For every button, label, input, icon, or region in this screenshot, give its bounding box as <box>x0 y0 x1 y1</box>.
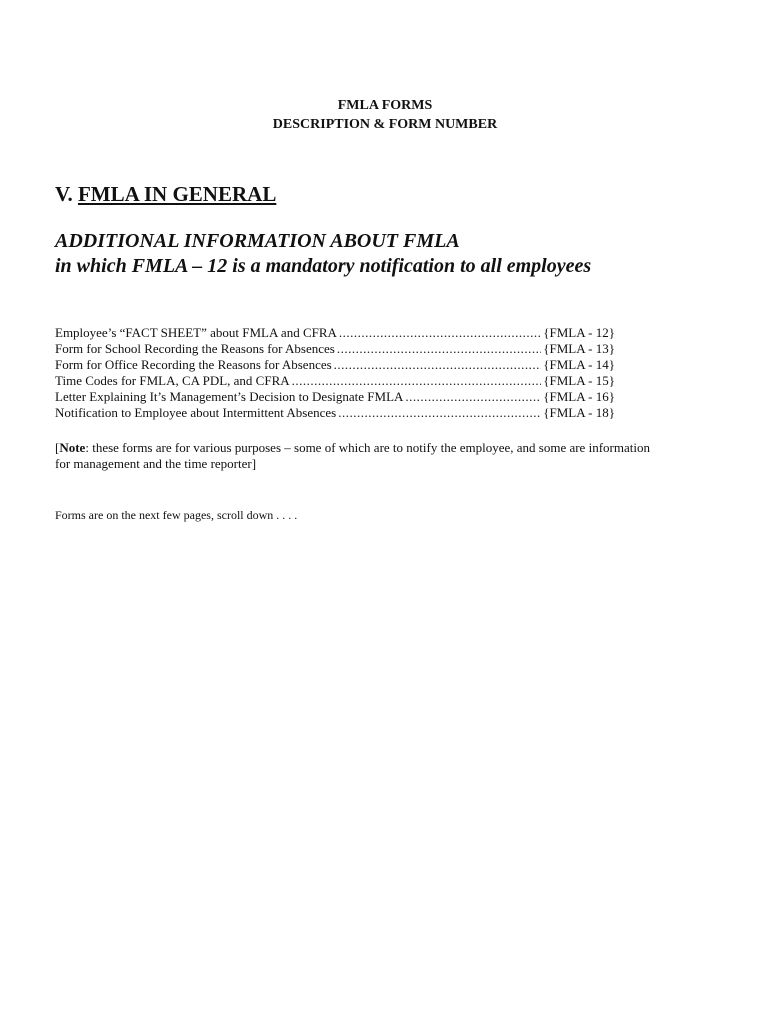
form-description: Letter Explaining It’s Management’s Decision to Designate FMLA <box>55 389 404 404</box>
form-number: {FMLA - 14} <box>543 357 615 372</box>
form-description: Notification to Employee about Intermittent Absences <box>55 405 337 420</box>
section-title: FMLA IN GENERAL <box>77 182 277 206</box>
document-header <box>0 96 770 134</box>
dot-leader <box>339 325 541 341</box>
scroll-hint: Forms are on the next few pages, scroll down . . . . <box>55 508 298 522</box>
form-description: Form for Office Recording the Reasons for Absences <box>55 357 332 372</box>
header-subtitle: DESCRIPTION & FORM NUMBER <box>272 117 498 132</box>
form-list-item <box>55 373 615 389</box>
form-list-item <box>55 357 615 373</box>
subheading-line-2: in which FMLA – 12 is a mandatory notification to all employees <box>55 255 592 277</box>
dot-leader <box>338 405 541 421</box>
form-list-item <box>55 405 615 421</box>
subheading-line-1: ADDITIONAL INFORMATION ABOUT FMLA <box>55 230 460 252</box>
form-number: {FMLA - 16} <box>543 389 615 404</box>
forms-list <box>55 325 615 421</box>
subheading <box>55 229 591 279</box>
dot-leader <box>292 373 542 389</box>
section-number: V. <box>55 182 73 206</box>
dot-leader <box>405 389 541 405</box>
form-list-item <box>55 389 615 405</box>
form-number: {FMLA - 18} <box>543 405 615 420</box>
form-number: {FMLA - 12} <box>543 325 615 340</box>
form-list-item <box>55 341 615 357</box>
form-number: {FMLA - 15} <box>543 373 615 388</box>
header-title: FMLA FORMS <box>337 98 433 113</box>
note-text: : these forms are for various purposes – some of which are to notify the employee, and some are information for management and the time reporter] <box>55 440 650 471</box>
form-description: Employee’s “FACT SHEET” about FMLA and CFRA <box>55 325 337 340</box>
dot-leader <box>337 341 541 357</box>
form-description: Time Codes for FMLA, CA PDL, and CFRA <box>55 373 290 388</box>
form-list-item <box>55 325 615 341</box>
note-paragraph <box>55 440 655 472</box>
note-open-bracket: [ <box>55 440 60 455</box>
form-description: Form for School Recording the Reasons for Absences <box>55 341 335 356</box>
form-number: {FMLA - 13} <box>543 341 615 356</box>
note-label: Note <box>59 440 86 455</box>
section-heading <box>55 182 276 206</box>
dot-leader <box>334 357 542 373</box>
